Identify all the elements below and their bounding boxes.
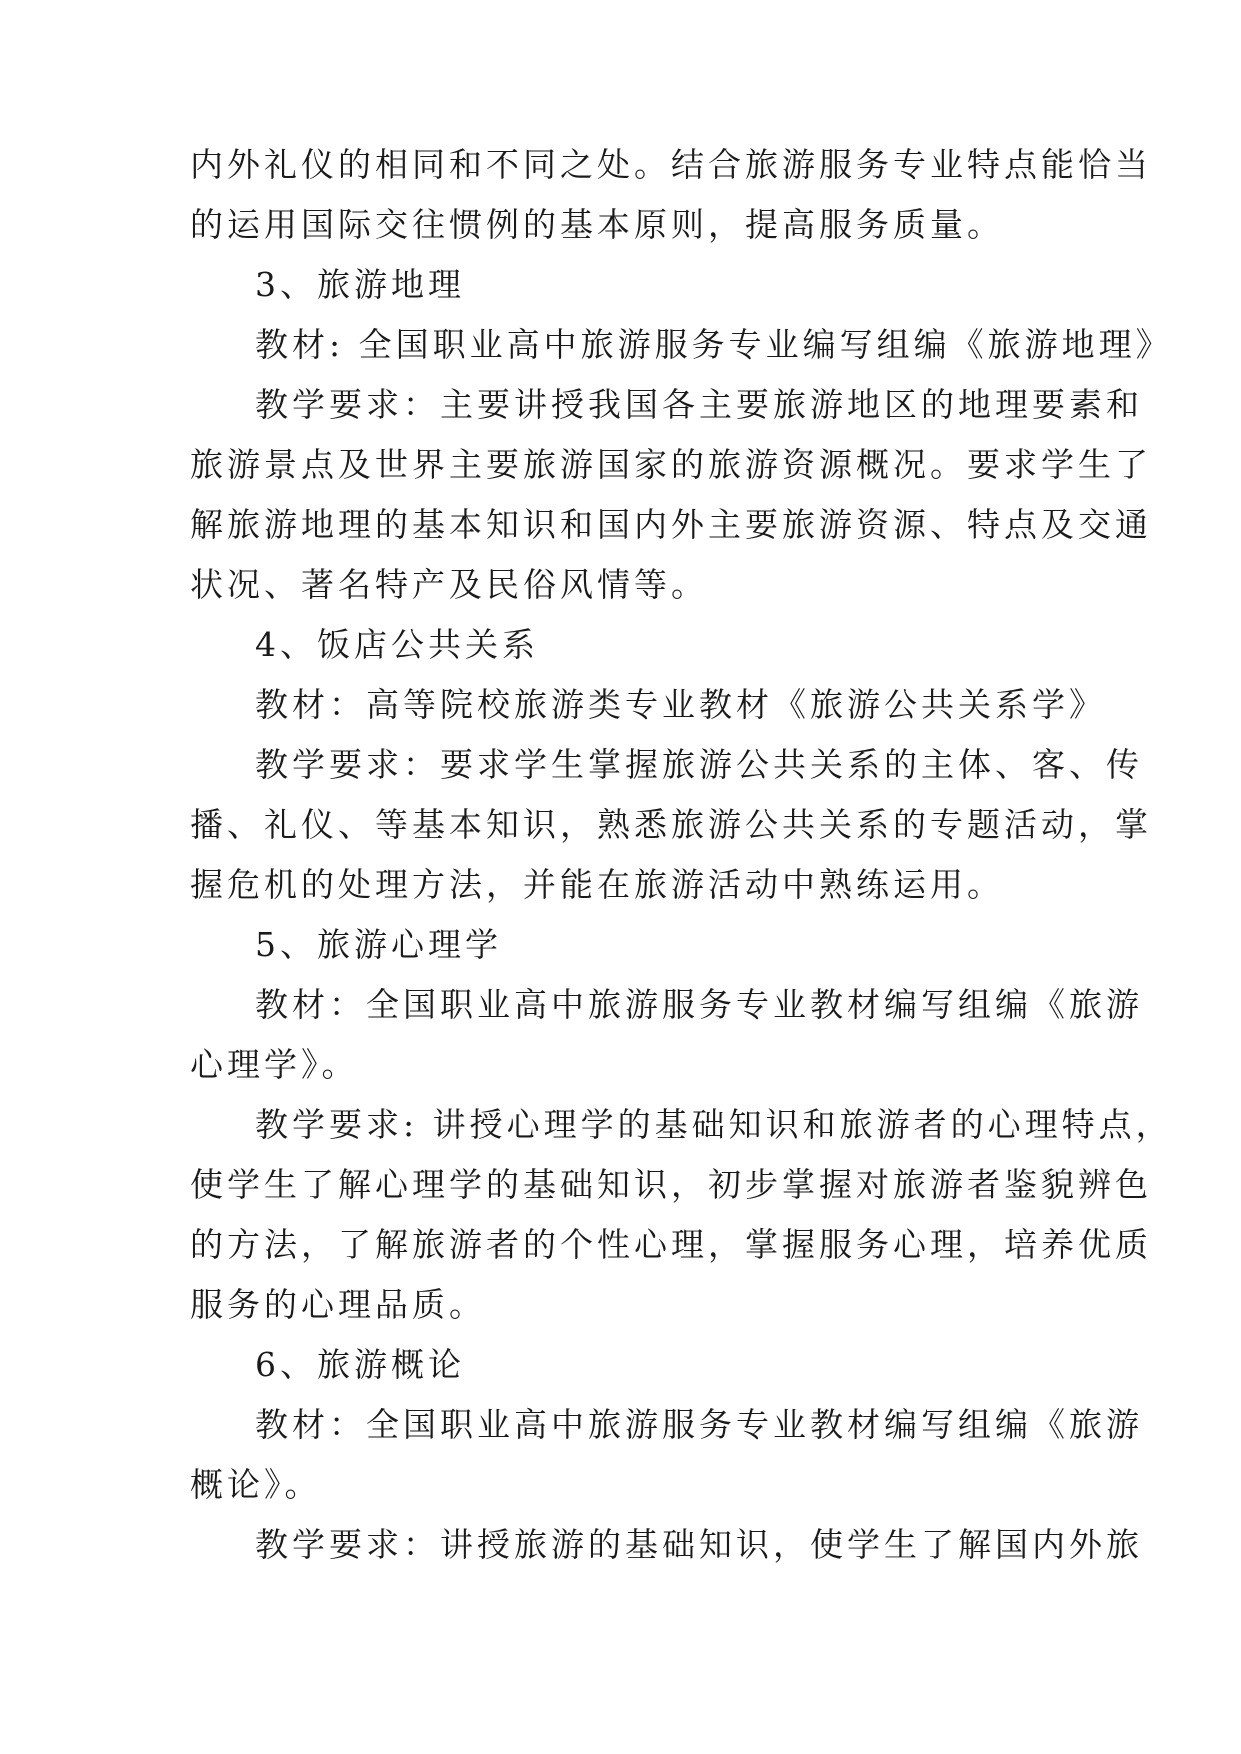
text-line: 教材：全国职业高中旅游服务专业教材编写组编《旅游	[255, 985, 1143, 1024]
text-line: 内外礼仪的相同和不同之处。结合旅游服务专业特点能恰当	[190, 145, 1152, 184]
section-heading: 4、饭店公共关系	[255, 625, 539, 664]
text-line: 的运用国际交往惯例的基本原则，提高服务质量。	[190, 205, 1004, 244]
text-line: 解旅游地理的基本知识和国内外主要旅游资源、特点及交通	[190, 505, 1152, 544]
text-line: 的方法，了解旅游者的个性心理，掌握服务心理，培养优质	[190, 1225, 1152, 1264]
section-heading: 6、旅游概论	[255, 1345, 465, 1384]
text-line: 服务的心理品质。	[190, 1285, 486, 1324]
text-line: 播、礼仪、等基本知识，熟悉旅游公共关系的专题活动，掌	[190, 805, 1152, 844]
text-line: 心理学》。	[190, 1045, 359, 1084]
text-line: 教学要求：要求学生掌握旅游公共关系的主体、客、传	[255, 745, 1143, 784]
section-heading: 3、旅游地理	[255, 265, 465, 304]
text-line: 教学要求：主要讲授我国各主要旅游地区的地理要素和	[255, 385, 1143, 424]
text-line: 教学要求：讲授旅游的基础知识，使学生了解国内外旅	[255, 1525, 1143, 1564]
section-heading: 5、旅游心理学	[255, 925, 502, 964]
text-line: 教学要求: 讲授心理学的基础知识和旅游者的心理特点，	[255, 1105, 1173, 1144]
text-line: 教材: 全国职业高中旅游服务专业编写组编《旅游地理》	[255, 325, 1173, 364]
text-line: 旅游景点及世界主要旅游国家的旅游资源概况。要求学生了	[190, 445, 1152, 484]
text-line: 状况、著名特产及民俗风情等。	[190, 565, 708, 604]
text-line: 概论》。	[190, 1465, 322, 1504]
text-line: 使学生了解心理学的基础知识，初步掌握对旅游者鉴貌辨色	[190, 1165, 1152, 1204]
text-line: 教材：高等院校旅游类专业教材《旅游公共关系学》	[255, 685, 1106, 724]
text-line: 教材：全国职业高中旅游服务专业教材编写组编《旅游	[255, 1405, 1143, 1444]
text-line: 握危机的处理方法，并能在旅游活动中熟练运用。	[190, 865, 1004, 904]
